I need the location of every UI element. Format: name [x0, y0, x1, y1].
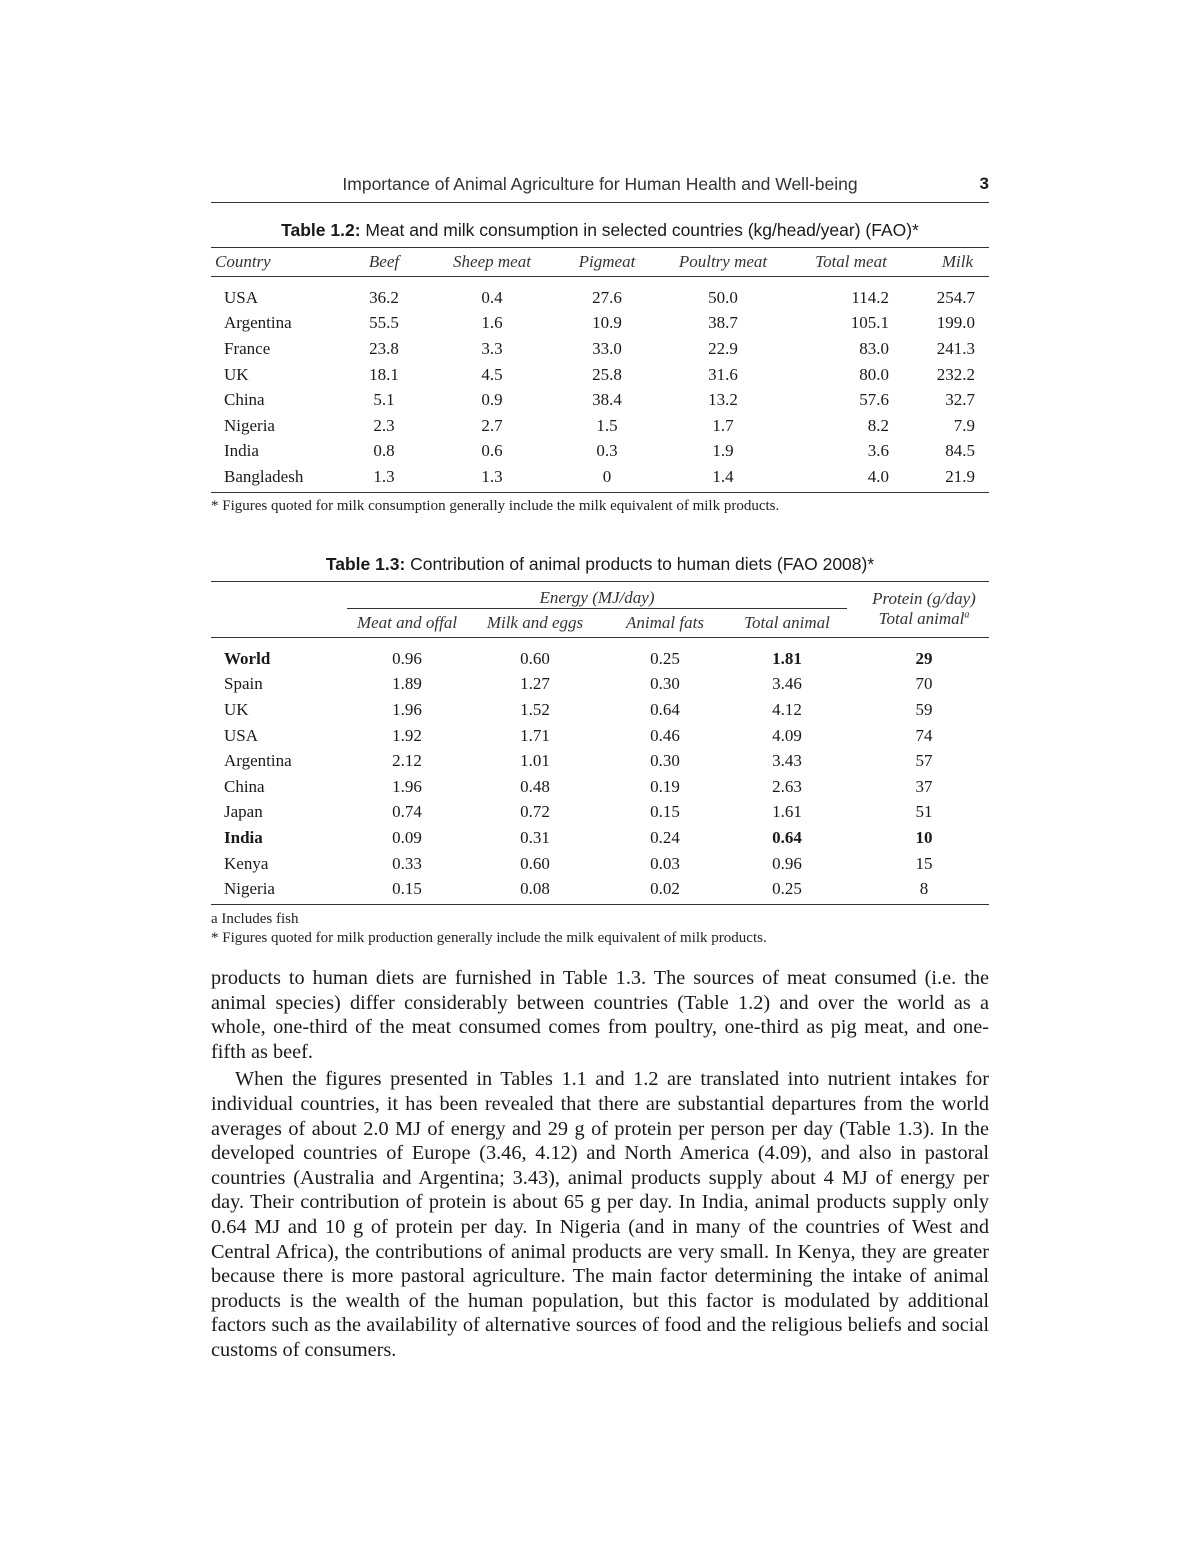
value-cell: 0.15	[392, 879, 422, 899]
value-cell: 3.3	[481, 338, 503, 358]
value-cell: 2.12	[392, 751, 422, 771]
column-header-protein-total-animal	[859, 609, 989, 638]
value-cell: 25.8	[592, 364, 622, 384]
country-cell: UK	[224, 699, 249, 719]
country-cell: India	[224, 441, 259, 461]
value-cell: 38.7	[708, 313, 738, 333]
table-row	[211, 464, 989, 492]
value-cell: 7.9	[953, 415, 975, 435]
value-cell: 59	[915, 699, 933, 719]
value-cell: 0.33	[392, 853, 422, 873]
column-header-animal-fats: Animal fats	[603, 609, 727, 638]
table-1-2-caption-text: Meat and milk consumption in selected countries (kg/head/year) (FAO)*	[365, 220, 919, 240]
value-cell: 0.08	[520, 879, 550, 899]
table-row	[211, 748, 989, 774]
value-cell: 0.30	[650, 674, 680, 694]
value-cell: 32.7	[945, 390, 975, 410]
value-cell: 254.7	[936, 287, 975, 307]
table-row	[211, 387, 989, 413]
table-1-3-footnote-a: a Includes fish	[211, 911, 299, 927]
column-header-poultry-meat: Poultry meat	[657, 248, 789, 277]
protein-group-header: Protein (g/day)	[872, 588, 976, 608]
table-row	[211, 362, 989, 388]
value-cell: 10	[915, 827, 933, 847]
value-cell: 232.2	[936, 364, 975, 384]
value-cell: 0.74	[392, 802, 422, 822]
value-cell: 0.96	[392, 648, 422, 668]
value-cell: 55.5	[369, 313, 399, 333]
value-cell: 38.4	[592, 390, 622, 410]
value-cell: 15	[915, 853, 933, 873]
value-cell: 0.72	[520, 802, 550, 822]
value-cell: 4.12	[772, 699, 802, 719]
country-cell: Kenya	[224, 853, 269, 873]
country-cell: Nigeria	[224, 415, 275, 435]
value-cell: 4.0	[867, 466, 889, 486]
column-header-sheep-meat: Sheep meat	[427, 248, 557, 277]
value-cell: 1.81	[772, 648, 802, 668]
table-1-3-footnote-star: * Figures quoted for milk production generally include the milk equivalent of milk products.	[211, 930, 767, 946]
value-cell: 0.30	[650, 751, 680, 771]
value-cell: 1.96	[392, 776, 422, 796]
paragraph-2: When the figures presented in Tables 1.1 and 1.2 are translated into nutrient intakes for individual countries, it has been revealed that there are substantial departures from the world averages of about 2.0 MJ of energy and 29 g of protein per person per day (Table 1.3). In the developed countries of Europe (3.46, 4.12) and North America (4.09), and also in pastoral countries (Australia and Argentina; 3.43), animal products supply about 4 MJ of energy per day. Their contribution of protein is about 65 g per day. In India, animal products supply only 0.64 MJ and 10 g of protein per day. In Nigeria (and in many of the countries of West and Central Africa), the contributions of animal products are very small. In Kenya, they are greater because there is more pastoral agriculture. The main factor determining the intake of animal products is the wealth of the human population, but this factor is modulated by additional factors such as the availability of alternative sources of food and the religious beliefs and social customs of consumers.	[211, 1068, 989, 1361]
value-cell: 114.2	[851, 287, 889, 307]
value-cell: 1.61	[772, 802, 802, 822]
table-1-3-caption-label: Table 1.3:	[325, 554, 406, 574]
value-cell: 241.3	[936, 338, 975, 358]
country-cell: Bangladesh	[224, 466, 304, 486]
table-row	[211, 311, 989, 337]
value-cell: 1.71	[520, 725, 550, 745]
value-cell: 0.9	[481, 390, 503, 410]
value-cell: 1.9	[712, 441, 734, 461]
value-cell: 0.6	[481, 441, 503, 461]
page-number: 3	[979, 174, 989, 193]
country-cell: USA	[224, 287, 259, 307]
country-cell: UK	[224, 364, 249, 384]
value-cell: 0.19	[650, 776, 680, 796]
country-cell: France	[224, 338, 271, 358]
table-row	[211, 851, 989, 877]
value-cell: 37	[915, 776, 933, 796]
value-cell: 36.2	[369, 287, 399, 307]
value-cell: 0.46	[650, 725, 680, 745]
value-cell: 74	[915, 725, 933, 745]
value-cell: 0.4	[481, 287, 503, 307]
country-cell: China	[224, 776, 265, 796]
value-cell: 1.6	[481, 313, 503, 333]
value-cell: 0.24	[650, 827, 680, 847]
value-cell: 22.9	[708, 338, 738, 358]
table-row	[211, 336, 989, 362]
table-1-3	[211, 581, 989, 905]
value-cell: 1.7	[712, 415, 734, 435]
table-row	[211, 876, 989, 904]
table-1-2-caption-label: Table 1.2:	[281, 220, 361, 240]
value-cell: 4.09	[772, 725, 802, 745]
table-row	[211, 697, 989, 723]
country-cell: World	[224, 648, 271, 668]
table-row	[211, 800, 989, 826]
value-cell: 13.2	[708, 390, 738, 410]
value-cell: 31.6	[708, 364, 738, 384]
value-cell: 80.0	[859, 364, 889, 384]
column-header-meat-and-offal: Meat and offal	[347, 609, 467, 638]
value-cell: 0.03	[650, 853, 680, 873]
value-cell: 27.6	[592, 287, 622, 307]
table-1-2	[211, 247, 989, 493]
paragraph-1: products to human diets are furnished in Table 1.3. The sources of meat consumed (i.e. the animal species) differ considerably between countries (Table 1.2) and over the world as a whole, one-third of the meat consumed comes from poultry, one-third as pig meat, and one-fifth as beef.	[211, 967, 989, 1063]
value-cell: 0.09	[392, 827, 422, 847]
value-cell: 1.3	[373, 466, 395, 486]
table-row	[211, 723, 989, 749]
value-cell: 0.15	[650, 802, 680, 822]
running-header	[211, 172, 989, 203]
value-cell: 10.9	[592, 313, 622, 333]
value-cell: 2.3	[373, 415, 395, 435]
value-cell: 57.6	[859, 390, 889, 410]
value-cell: 0.60	[520, 853, 550, 873]
value-cell: 23.8	[369, 338, 399, 358]
protein-footnote-marker: a	[964, 608, 970, 620]
running-title: Importance of Animal Agriculture for Human Health and Well-being	[342, 174, 858, 194]
table-1-2-header-row	[211, 248, 989, 277]
value-cell: 33.0	[592, 338, 622, 358]
value-cell: 0	[602, 466, 612, 486]
value-cell: 105.1	[850, 313, 889, 333]
value-cell: 29	[915, 648, 933, 668]
column-header-beef: Beef	[341, 248, 427, 277]
table-row	[211, 439, 989, 465]
table-row	[211, 774, 989, 800]
column-header-total-animal: Total animal	[727, 609, 847, 638]
table-1-3-caption-text: Contribution of animal products to human diets (FAO 2008)*	[410, 554, 875, 574]
table-1-2-body	[211, 277, 989, 493]
value-cell: 0.25	[772, 879, 802, 899]
body-text	[211, 966, 989, 1363]
value-cell: 5.1	[373, 390, 395, 410]
value-cell: 1.3	[481, 466, 503, 486]
country-cell: Spain	[224, 674, 263, 694]
value-cell: 1.4	[712, 466, 734, 486]
country-cell: USA	[224, 725, 259, 745]
value-cell: 70	[915, 674, 933, 694]
value-cell: 3.46	[772, 674, 802, 694]
column-header-pigmeat: Pigmeat	[557, 248, 657, 277]
value-cell: 8	[919, 879, 929, 899]
value-cell: 1.52	[520, 699, 550, 719]
table-row	[211, 638, 989, 672]
value-cell: 8.2	[867, 415, 889, 435]
table-row	[211, 825, 989, 851]
value-cell: 1.27	[520, 674, 550, 694]
value-cell: 0.60	[520, 648, 550, 668]
protein-total-animal-label: Total animal	[878, 608, 965, 628]
value-cell: 0.8	[373, 441, 395, 461]
value-cell: 2.63	[772, 776, 802, 796]
value-cell: 1.01	[520, 751, 550, 771]
country-cell: Argentina	[224, 751, 292, 771]
value-cell: 50.0	[708, 287, 738, 307]
country-cell: Japan	[224, 802, 263, 822]
value-cell: 21.9	[945, 466, 975, 486]
value-cell: 0.31	[520, 827, 550, 847]
column-header-total-meat: Total meat	[789, 248, 913, 277]
value-cell: 0.64	[650, 699, 680, 719]
value-cell: 1.89	[392, 674, 422, 694]
value-cell: 3.6	[867, 441, 889, 461]
value-cell: 0.48	[520, 776, 550, 796]
value-cell: 84.5	[945, 441, 975, 461]
column-header-country: Country	[211, 248, 341, 277]
country-cell: Argentina	[224, 313, 292, 333]
value-cell: 4.5	[481, 364, 503, 384]
value-cell: 0.02	[650, 879, 680, 899]
country-cell: Nigeria	[224, 879, 275, 899]
value-cell: 2.7	[481, 415, 503, 435]
value-cell: 0.96	[772, 853, 802, 873]
table-1-2-footnote: * Figures quoted for milk consumption generally include the milk equivalent of milk products.	[211, 498, 780, 514]
column-header-milk-and-eggs: Milk and eggs	[467, 609, 603, 638]
value-cell: 57	[915, 751, 933, 771]
table-1-3-caption	[211, 554, 989, 575]
value-cell: 83.0	[859, 338, 889, 358]
value-cell: 199.0	[936, 313, 975, 333]
value-cell: 0.25	[650, 648, 680, 668]
value-cell: 3.43	[772, 751, 802, 771]
table-1-2-caption	[211, 220, 989, 241]
energy-group-header: Energy (MJ/day)	[347, 582, 847, 609]
table-row	[211, 672, 989, 698]
country-cell: China	[224, 390, 265, 410]
country-cell: India	[224, 827, 263, 847]
value-cell: 18.1	[369, 364, 399, 384]
value-cell: 0.64	[772, 827, 802, 847]
table-row	[211, 413, 989, 439]
value-cell: 51	[915, 802, 933, 822]
column-header-milk: Milk	[913, 248, 989, 277]
value-cell: 1.96	[392, 699, 422, 719]
value-cell: 0.3	[596, 441, 618, 461]
table-row	[211, 277, 989, 311]
table-1-3-body	[211, 638, 989, 905]
value-cell: 1.92	[392, 725, 422, 745]
value-cell: 1.5	[596, 415, 618, 435]
